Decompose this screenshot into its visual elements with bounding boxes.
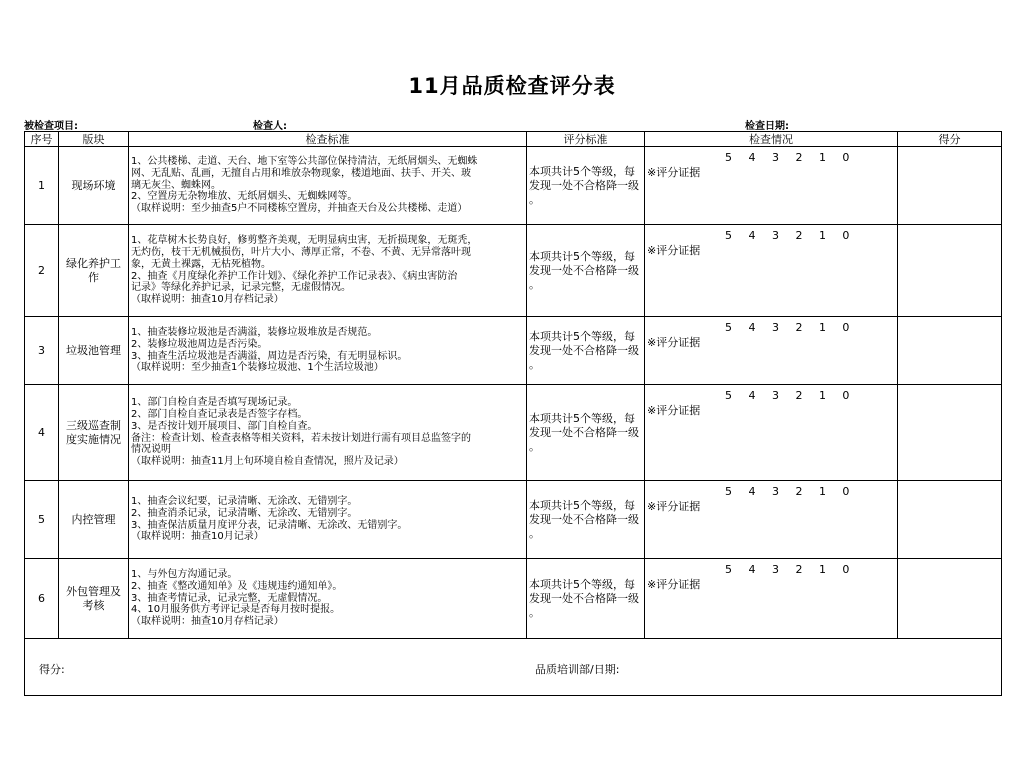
standard-line: 3、抽查考情记录，记录完整，无虚假情况。 [131, 592, 328, 604]
criteria-line: 。 [529, 357, 540, 371]
criteria-line: 。 [529, 277, 540, 291]
header-row [25, 132, 1002, 147]
row-score-cell[interactable] [898, 147, 1002, 225]
row-situation[interactable] [645, 317, 898, 385]
row-category: 三级巡查制度实施情况 [59, 385, 129, 481]
row-standard [129, 147, 527, 225]
standard-line: （取样说明：抽查11月上旬环境自检自查情况，照片及记录） [131, 456, 404, 468]
row-score-cell[interactable] [898, 385, 1002, 481]
standard-line: 2、空置房无杂物堆放、无纸屑烟头、无蜘蛛网等。 [131, 191, 358, 203]
standard-line: 1、公共楼梯、走道、天台、地下室等公共部位保持清洁，无纸屑烟头、无蜘蛛 [131, 156, 478, 167]
criteria-line: 本项共计5个等级，每 [529, 498, 635, 512]
score-sheet-table [24, 131, 1002, 696]
standard-line: 2、抽查《整改通知单》及《违规违约通知单》。 [131, 580, 343, 592]
row-score-cell[interactable] [898, 225, 1002, 317]
row-category: 垃圾池管理 [59, 317, 129, 385]
row-score-cell[interactable] [898, 317, 1002, 385]
row-number: 5 [25, 481, 59, 559]
score-scale: 5 4 3 2 1 0 [725, 151, 850, 164]
score-scale: 5 4 3 2 1 0 [725, 485, 850, 498]
standard-line: 4、10月服务供方考评记录是否每月按时提报。 [131, 604, 341, 616]
inspector-label: 检查人: [253, 121, 287, 132]
row-number: 2 [25, 225, 59, 317]
standard-line: 璃无灰尘、蜘蛛网。 [131, 179, 221, 191]
row-score-cell[interactable] [898, 481, 1002, 559]
criteria-line: 发现一处不合格降一级 [529, 425, 639, 439]
footer-cell [25, 639, 1002, 696]
score-scale: 5 4 3 2 1 0 [725, 389, 850, 402]
row-criteria [527, 225, 645, 317]
row-number: 6 [25, 559, 59, 639]
table-row-3 [25, 317, 1002, 385]
row-situation[interactable] [645, 147, 898, 225]
criteria-line: 本项共计5个等级，每 [529, 577, 635, 591]
criteria-line: 。 [529, 192, 540, 206]
score-scale: 5 4 3 2 1 0 [725, 229, 850, 242]
row-number: 1 [25, 147, 59, 225]
header-standard: 检查标准 [129, 132, 527, 147]
inspection-date-label: 检查日期: [745, 121, 789, 132]
department-date-label: 品质培训部/日期: [535, 663, 620, 676]
score-evidence-label: ※评分证据 [647, 500, 701, 513]
standard-line: 2、抽查消杀记录，记录清晰、无涂改、无错别字。 [131, 507, 358, 519]
score-evidence-label: ※评分证据 [647, 166, 701, 179]
row-criteria [527, 385, 645, 481]
standard-line: 1、抽查会议纪要，记录清晰、无涂改、无错别字。 [131, 495, 358, 507]
criteria-line: 本项共计5个等级，每 [529, 411, 635, 425]
standard-line: 象，无黄土裸露，无枯死植物。 [131, 258, 271, 270]
row-situation[interactable] [645, 385, 898, 481]
standard-line: 1、部门自检自查是否填写现场记录。 [131, 397, 298, 409]
standard-line: （取样说明：至少抽查1个装修垃圾池、1个生活垃圾池） [131, 362, 384, 374]
score-evidence-label: ※评分证据 [647, 404, 701, 417]
row-category: 绿化养护工作 [59, 225, 129, 317]
row-category: 内控管理 [59, 481, 129, 559]
standard-line: 情况说明 [131, 444, 171, 456]
standard-line: （取样说明：抽查10月存档记录） [131, 294, 284, 306]
row-criteria [527, 481, 645, 559]
row-standard [129, 385, 527, 481]
criteria-line: 。 [529, 439, 540, 453]
standard-line: 1、与外包方沟通记录。 [131, 569, 238, 580]
standard-line: 2、抽查《月度绿化养护工作计划》、《绿化养护工作记录表》、《病虫害防治 [131, 270, 458, 282]
standard-line: 2、装修垃圾池周边是否污染。 [131, 338, 268, 350]
standard-line: 1、花草树木长势良好，修剪整齐美观，无明显病虫害，无折损现象，无斑秃， [131, 235, 478, 247]
criteria-line: 发现一处不合格降一级 [529, 591, 639, 605]
row-criteria [527, 559, 645, 639]
row-situation[interactable] [645, 225, 898, 317]
header-score: 得分 [898, 132, 1002, 147]
standard-line: 1、抽查装修垃圾池是否满溢，装修垃圾堆放是否规范。 [131, 326, 378, 338]
table-row-1 [25, 147, 1002, 225]
page-title: 11月品质检查评分表 [408, 74, 616, 98]
footer-row [25, 639, 1002, 696]
criteria-line: 。 [529, 605, 540, 619]
criteria-line: 。 [529, 526, 540, 540]
row-standard [129, 317, 527, 385]
table-row-4 [25, 385, 1002, 481]
row-number: 4 [25, 385, 59, 481]
standard-line: 记录》等绿化养护记录，记录完整，无虚假情况。 [131, 282, 351, 294]
standard-line: 网、无乱贴、乱画，无擅自占用和堆放杂物现象，楼道地面、扶手、开关、玻 [131, 167, 471, 179]
criteria-line: 本项共计5个等级，每 [529, 329, 635, 343]
row-category: 外包管理及考核 [59, 559, 129, 639]
criteria-line: 发现一处不合格降一级 [529, 178, 639, 192]
criteria-line: 发现一处不合格降一级 [529, 263, 639, 277]
standard-line: 3、抽查保洁质量月度评分表，记录清晰、无涂改、无错别字。 [131, 519, 408, 531]
standard-line: 备注：检查计划、检查表格等相关资料，若未按计划进行需有项目总监签字的 [131, 432, 471, 444]
row-criteria [527, 147, 645, 225]
standard-line: 3、抽查生活垃圾池是否满溢，周边是否污染，有无明显标识。 [131, 350, 408, 362]
total-score-label: 得分: [39, 663, 65, 676]
row-number: 3 [25, 317, 59, 385]
table-row-6 [25, 559, 1002, 639]
criteria-line: 本项共计5个等级，每 [529, 249, 635, 263]
criteria-line: 本项共计5个等级，每 [529, 164, 635, 178]
row-standard [129, 481, 527, 559]
header-situation: 检查情况 [645, 132, 898, 147]
standard-line: （取样说明：抽查10月记录） [131, 531, 264, 543]
row-standard [129, 225, 527, 317]
table-row-5 [25, 481, 1002, 559]
row-standard [129, 559, 527, 639]
score-evidence-label: ※评分证据 [647, 244, 701, 257]
table-row-2 [25, 225, 1002, 317]
standard-line: 3、是否按计划开展项目、部门自检自查。 [131, 420, 318, 432]
standard-line: 2、部门自检自查记录表是否签字存档。 [131, 408, 308, 420]
standard-line: 无灼伤，枝干无机械损伤，叶片大小、薄厚正常，不卷、不黄、无异常落叶现 [131, 246, 471, 258]
header-no: 序号 [25, 132, 59, 147]
header-category: 版块 [59, 132, 129, 147]
score-scale: 5 4 3 2 1 0 [725, 563, 850, 576]
row-score-cell[interactable] [898, 559, 1002, 639]
standard-line: （取样说明：至少抽查5户不同楼栋空置房，并抽查天台及公共楼梯、走道） [131, 203, 468, 215]
score-evidence-label: ※评分证据 [647, 578, 701, 591]
criteria-line: 发现一处不合格降一级 [529, 512, 639, 526]
criteria-line: 发现一处不合格降一级 [529, 343, 639, 357]
row-category: 现场环境 [59, 147, 129, 225]
header-criteria: 评分标准 [527, 132, 645, 147]
row-situation[interactable] [645, 559, 898, 639]
inspected-item-label: 被检查项目: [24, 121, 78, 132]
standard-line: （取样说明：抽查10月存档记录） [131, 616, 284, 628]
row-situation[interactable] [645, 481, 898, 559]
score-evidence-label: ※评分证据 [647, 336, 701, 349]
score-scale: 5 4 3 2 1 0 [725, 321, 850, 334]
row-criteria [527, 317, 645, 385]
